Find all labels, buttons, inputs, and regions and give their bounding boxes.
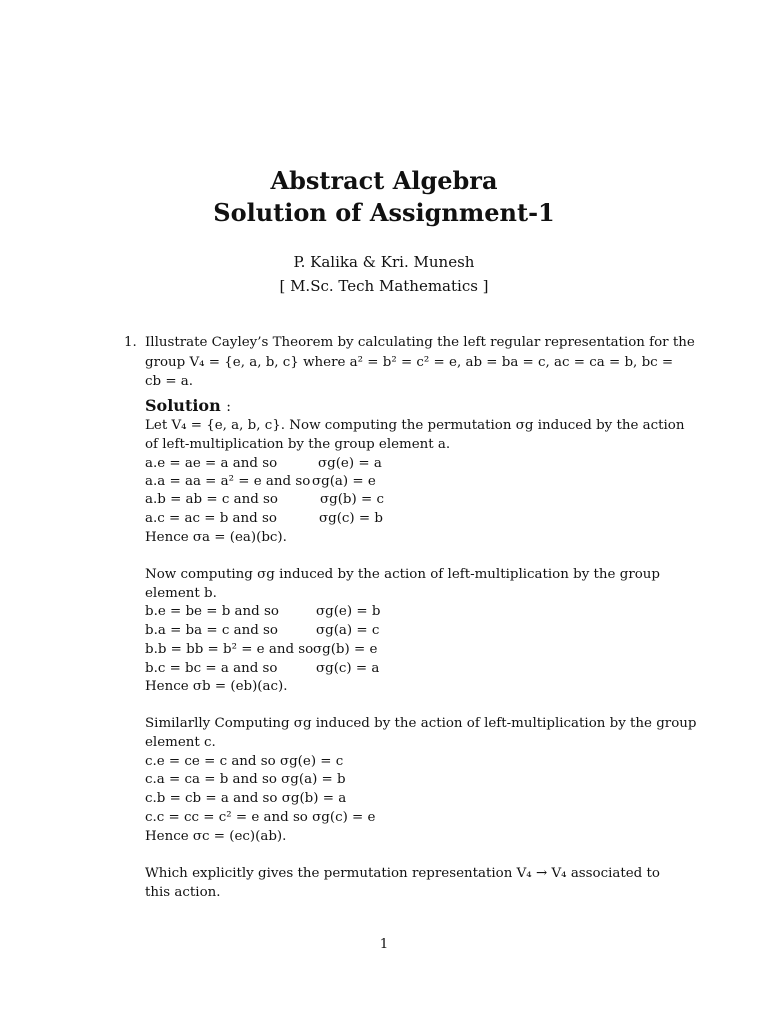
problem-line-1: Illustrate Cayley’s Theorem by calculating the left regular representation for the: [145, 335, 695, 350]
b-row-left: b.c = bc = a and so: [145, 661, 278, 676]
a-row-left: a.a = aa = a² = e and so: [145, 474, 311, 489]
a-row-right: σg(e) = a: [318, 456, 382, 471]
b-row-right: σg(c) = a: [316, 661, 380, 676]
affiliation: [ M.Sc. Tech Mathematics ]: [279, 277, 489, 295]
a-hence: Hence σa = (ea)(bc).: [145, 530, 287, 545]
c-intro-1: Similarlly Computing σg induced by the action of left-multiplication by the group: [145, 716, 697, 731]
b-hence: Hence σb = (eb)(ac).: [145, 679, 288, 694]
b-intro-1: Now computing σg induced by the action of left-multiplication by the group: [145, 567, 660, 582]
solution-heading: Solution :: [145, 396, 232, 415]
c-hence: Hence σc = (ec)(ab).: [145, 829, 287, 844]
b-row-left: b.a = ba = c and so: [145, 623, 278, 638]
b-row-right: σg(a) = c: [316, 623, 380, 638]
conclusion-line-1: Which explicitly gives the permutation representation V₄ → V₄ associated to: [145, 866, 660, 881]
a-row-right: σg(c) = b: [319, 511, 383, 526]
a-row-left: a.b = ab = c and so: [145, 492, 278, 507]
solution-intro-1: Let V₄ = {e, a, b, c}. Now computing the permutation σg induced by the action: [145, 418, 685, 433]
authors: P. Kalika & Kri. Munesh: [293, 253, 475, 271]
b-intro-2: element b.: [145, 586, 217, 601]
title-line-1: Abstract Algebra: [270, 166, 498, 195]
problem-line-3: cb = a.: [145, 374, 194, 389]
problem-number: 1.: [124, 335, 137, 350]
b-row-left: b.e = be = b and so: [145, 604, 279, 619]
a-row-left: a.c = ac = b and so: [145, 511, 277, 526]
c-row: c.a = ca = b and so σg(a) = b: [145, 772, 346, 787]
b-row-left: b.b = bb = b² = e and so: [145, 642, 314, 657]
c-row: c.b = cb = a and so σg(b) = a: [145, 791, 347, 806]
c-intro-2: element c.: [145, 735, 216, 750]
b-row-right: σg(b) = e: [313, 642, 378, 657]
page-number: 1: [379, 937, 389, 952]
b-row-right: σg(e) = b: [316, 604, 381, 619]
a-row-right: σg(b) = c: [320, 492, 384, 507]
solution-intro-2: of left-multiplication by the group element a.: [145, 437, 451, 452]
title-line-2: Solution of Assignment-1: [213, 198, 555, 227]
conclusion-line-2: this action.: [145, 885, 221, 900]
c-row: c.c = cc = c² = e and so σg(c) = e: [145, 810, 376, 825]
a-row-right: σg(a) = e: [312, 474, 376, 489]
a-row-left: a.e = ae = a and so: [145, 456, 278, 471]
c-row: c.e = ce = c and so σg(e) = c: [145, 754, 344, 769]
problem-line-2: group V₄ = {e, a, b, c} where a² = b² = c² = e, ab = ba = c, ac = ca = b, bc =: [145, 355, 674, 370]
